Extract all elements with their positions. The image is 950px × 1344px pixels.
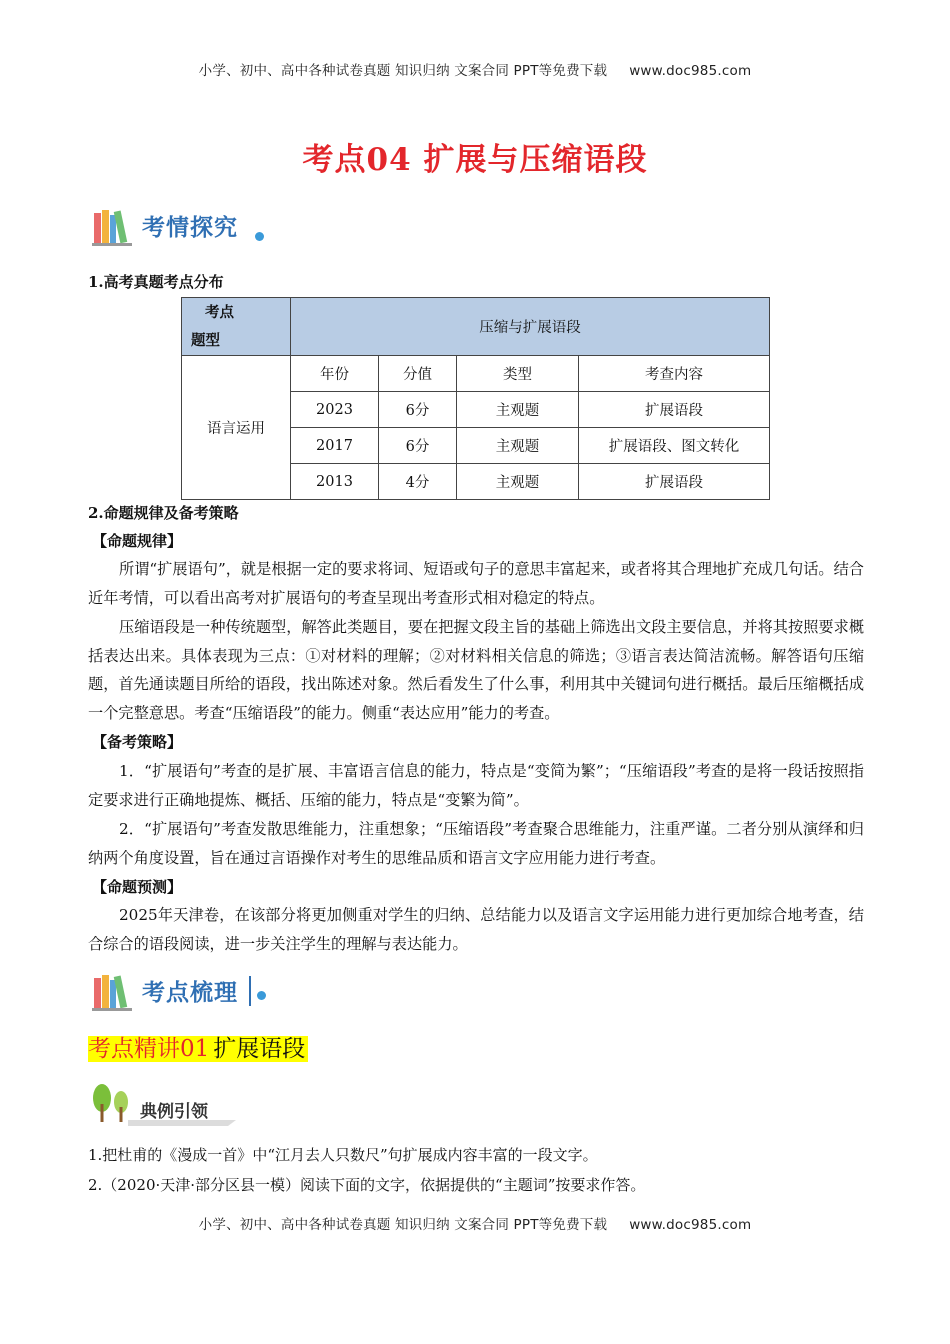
predict-label: 【命题预测】 (92, 878, 183, 896)
dot-icon (257, 991, 266, 1000)
table-cell: 主观题 (457, 392, 579, 428)
banner-text: 小学、初中、高中各种试卷真题 知识归纳 文案合同 PPT等免费下载 (198, 1217, 608, 1233)
column-header: 类型 (457, 356, 579, 392)
strategy-paragraph-1: 1．“扩展语句”考查的是扩展、丰富语言信息的能力，特点是“变简为繁”；“压缩语段”考查的是将一段话按照指定要求进行正确地提炼、概括、压缩的能力，特点是“变繁为简”。 (88, 762, 864, 809)
keypoint-highlight: 考点精讲01 (88, 1036, 210, 1062)
column-header: 考查内容 (579, 356, 770, 392)
table-header-row (182, 298, 770, 356)
section-label: 考情探究 (142, 215, 238, 241)
section-label: 考点梳理 (142, 980, 238, 1006)
rules-paragraph-2: 压缩语段是一种传统题型，解答此类题目，要在把握文段主旨的基础上筛选出文段主要信息，并将其按照要求概括表达出来。具体表现为三点：①对材料的理解；②对材料相关信息的筛选；③语言表达简洁流畅。解答语句压缩题，首先通读题目所给的语段，找出陈述对象。然后看发生了什么事，利用其中关键词句进行概括。最后压缩概括成一个完整意思。考查“压缩语段”的能力。侧重“表达应用”能力的考查。 (88, 618, 864, 722)
footer-banner (0, 1213, 950, 1233)
exam-distribution-table (181, 297, 770, 500)
books-icon (92, 207, 136, 247)
table-cell: 2013 (291, 464, 379, 500)
part1-heading: 1.高考真题考点分布 (88, 273, 224, 291)
rules-label: 【命题规律】 (92, 532, 183, 550)
keypoint-heading (88, 1033, 308, 1066)
table-cell: 4分 (379, 464, 457, 500)
header-banner (0, 59, 950, 79)
example-label: 典例引领 (140, 1102, 208, 1122)
column-header: 年份 (291, 356, 379, 392)
question-2: 2.（2020·天津·部分区县一模）阅读下面的文字，依据提供的“主题词”按要求作答。 (88, 1176, 646, 1194)
predict-paragraph: 2025年天津卷，在该部分将更加侧重对学生的归纳、总结能力以及语言文字运用能力进行更加综合地考查，结合综合的语段阅读，进一步关注学生的理解与表达能力。 (88, 906, 864, 953)
part2-heading: 2.命题规律及备考策略 (88, 504, 239, 522)
page-title: 考点04 扩展与压缩语段 (302, 142, 648, 178)
table-cell: 2017 (291, 428, 379, 464)
text-cursor (249, 976, 251, 1006)
table-cell: 主观题 (457, 464, 579, 500)
keypoint-title: 扩展语段 (211, 1036, 308, 1062)
table-cell: 6分 (379, 392, 457, 428)
table-cell: 主观题 (457, 428, 579, 464)
table-cell: 2023 (291, 392, 379, 428)
banner-site[interactable]: www.doc985.com (629, 1217, 752, 1233)
table-cell: 6分 (379, 428, 457, 464)
table-cell: 扩展语段 (579, 392, 770, 428)
dot-icon (255, 232, 264, 241)
row-label: 语言运用 (182, 356, 291, 500)
table-header: 压缩与扩展语段 (291, 298, 770, 356)
strategy-paragraph-2: 2．“扩展语句”考查发散思维能力，注重想象；“压缩语段”考查聚合思维能力，注重严谨。二者分别从演绎和归纳两个角度设置，旨在通过言语操作对考生的思维品质和语言文字应用能力进行考查。 (88, 820, 864, 867)
table-row (182, 356, 770, 392)
corner-top: 考点 (205, 303, 234, 321)
banner-site[interactable]: www.doc985.com (629, 63, 752, 79)
example-header (88, 1082, 238, 1128)
column-header: 分值 (379, 356, 457, 392)
question-1: 1.把杜甫的《漫成一首》中“江月去人只数尺”句扩展成内容丰富的一段文字。 (88, 1146, 598, 1164)
table-corner (182, 298, 291, 356)
banner-text: 小学、初中、高中各种试卷真题 知识归纳 文案合同 PPT等免费下载 (198, 63, 608, 79)
rules-paragraph-1: 所谓“扩展语句”，就是根据一定的要求将词、短语或句子的意思丰富起来，或者将其合理地扩充成几句话。结合近年考情，可以看出高考对扩展语句的考查呈现出考查形式相对稳定的特点。 (88, 560, 864, 607)
table-cell: 扩展语段 (579, 464, 770, 500)
corner-bottom: 题型 (191, 331, 220, 349)
table-cell: 扩展语段、图文转化 (579, 428, 770, 464)
books-icon (92, 972, 136, 1012)
strategy-label: 【备考策略】 (92, 733, 183, 751)
